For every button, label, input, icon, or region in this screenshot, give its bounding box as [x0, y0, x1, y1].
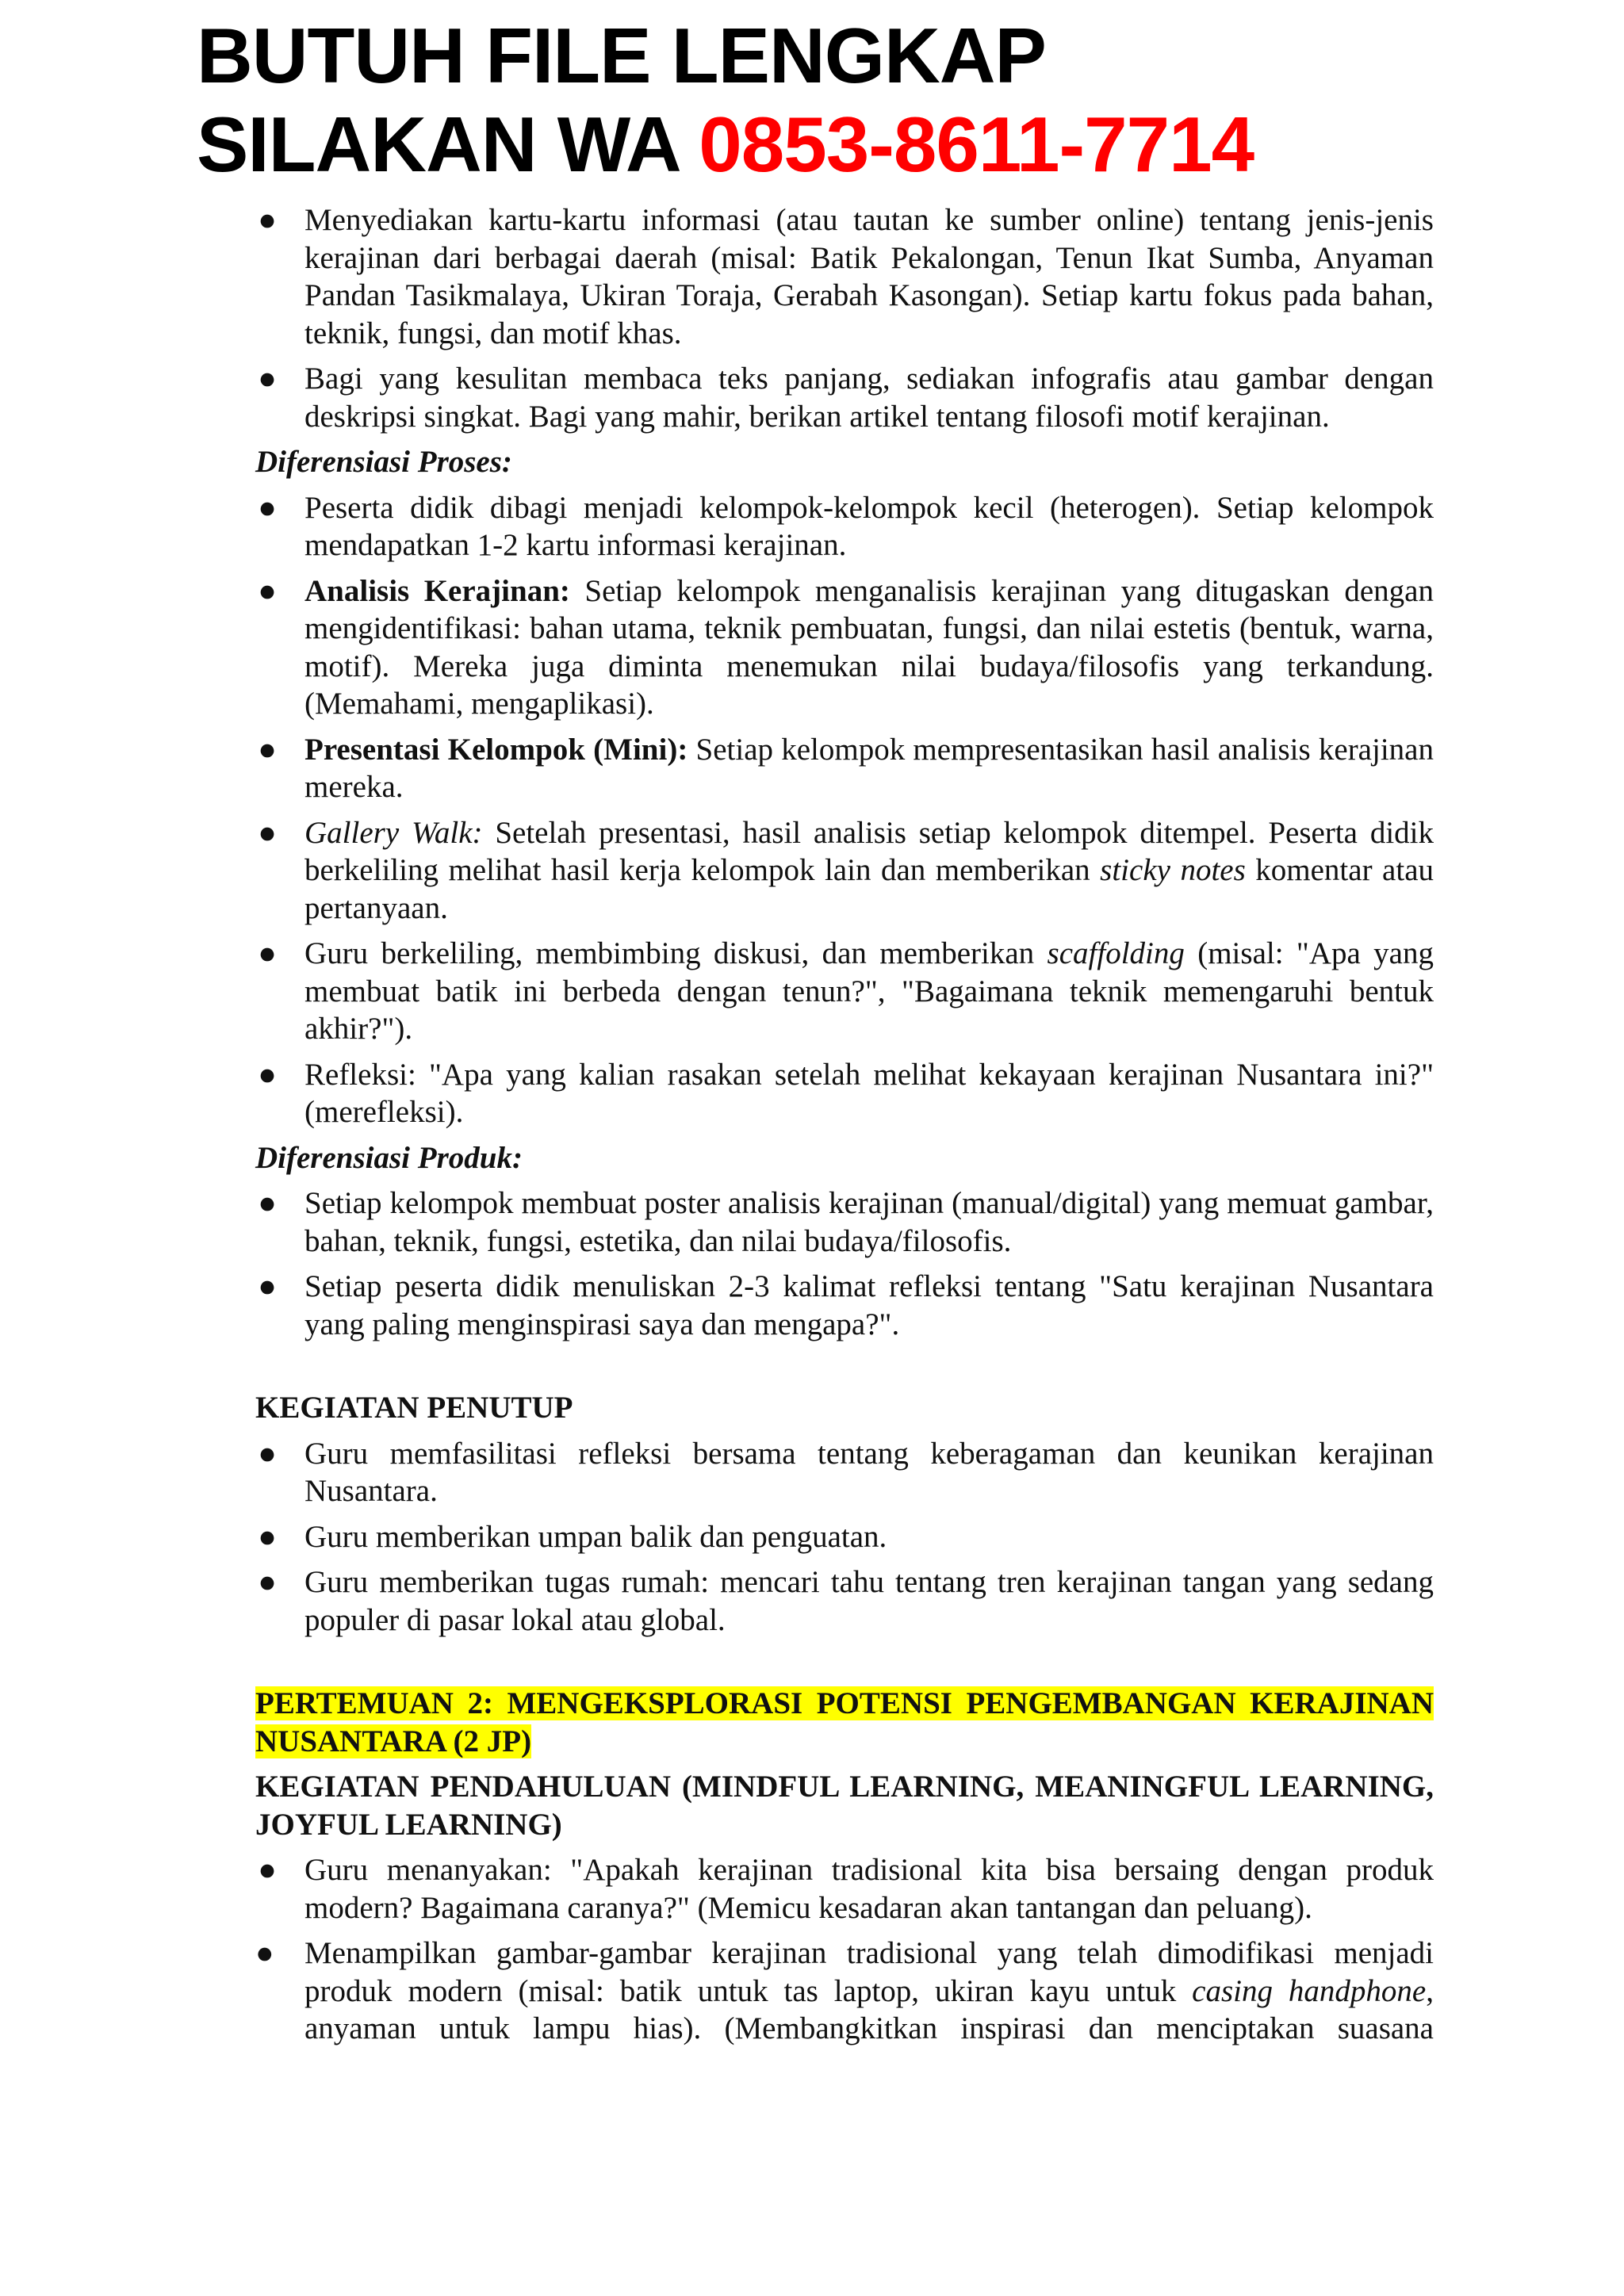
list-item-italic: scaffolding — [1047, 936, 1185, 970]
list-item-italic: sticky notes — [1100, 853, 1246, 887]
list-item-text: Guru memberikan umpan balik dan penguatan. — [304, 1519, 887, 1554]
list-item-text: Bagi yang kesulitan membaca teks panjang, sediakan infografis atau gambar dengan deskripsi singkat. Bagi yang mahir, berikan artikel tentang filosofi motif kerajinan. — [304, 362, 1434, 434]
bullet-icon: ● — [258, 1269, 277, 1303]
list-item-text: (misal: "Apa yang membuat batik ini berbeda dengan tenun?", "Bagaimana teknik memengaruhi bentuk akhir?"). — [304, 936, 1434, 1046]
bullet-icon: ● — [258, 203, 277, 237]
heading-pertemuan-2 — [255, 1685, 1434, 1760]
list-item — [255, 935, 1434, 1048]
bullet-icon: ● — [255, 1936, 274, 1970]
list-item — [255, 1934, 1434, 2048]
banner-phone: 0853-8611-7714 — [699, 101, 1254, 188]
list-item-text: Menyediakan kartu-kartu informasi (atau tautan ke sumber online) tentang jenis-jenis kerajinan dari berbagai daerah (misal: Batik Pekalongan, Tenun Ikat Sumba, Anyaman Pandan Tasikmalaya, Ukiran Toraja, Gerabah Kasongan). Setiap kartu fokus pada bahan, teknik, fungsi, dan motif khas. — [304, 203, 1434, 350]
list-item-text: Setiap kelompok mempresentasikan hasil analisis kerajinan mereka. — [304, 732, 1434, 804]
list-item — [255, 489, 1434, 564]
list-item — [255, 731, 1434, 806]
bullet-icon: ● — [258, 490, 277, 525]
list-item-bold: Presentasi Kelompok (Mini): — [304, 732, 688, 767]
list-item-text: Guru berkeliling, membimbing diskusi, dan memberikan — [304, 936, 1048, 970]
heading-diferensiasi-produk: Diferensiasi Produk: — [255, 1140, 523, 1175]
list-item — [255, 1184, 1434, 1260]
bullet-icon: ● — [258, 1057, 277, 1092]
heading-diferensiasi-proses: Diferensiasi Proses: — [255, 445, 512, 479]
list-item-text: Guru memfasilitasi refleksi bersama tentang keberagaman dan keunikan kerajinan Nusantara. — [304, 1436, 1434, 1508]
heading-kegiatan-pendahuluan: KEGIATAN PENDAHULUAN (MINDFUL LEARNING, MEANINGFUL LEARNING, JOYFUL LEARNING) — [255, 1770, 1434, 1842]
list-item — [255, 1268, 1434, 1343]
document-body — [255, 201, 1434, 2056]
list-item — [255, 572, 1434, 723]
bullet-icon: ● — [258, 1519, 277, 1554]
list-item-italic: Gallery Walk: — [304, 815, 483, 850]
list-item-text: Refleksi: "Apa yang kalian rasakan setelah melihat kekayaan kerajinan Nusantara ini?" (merefleksi). — [304, 1057, 1434, 1129]
list-item-text: Setiap kelompok membuat poster analisis kerajinan (manual/digital) yang memuat gambar, bahan, teknik, fungsi, estetika, dan nilai budaya/filosofis. — [304, 1186, 1434, 1258]
list-item — [255, 1851, 1434, 1927]
list-item — [255, 1563, 1434, 1639]
list-item-text: Setelah presentasi, hasil analisis setiap kelompok ditempel. Peserta didik berkeliling melihat hasil kerja kelompok lain dan memberikan — [304, 815, 1434, 887]
bullet-icon: ● — [258, 1186, 277, 1220]
list-item-text: Setiap kelompok menganalisis kerajinan yang ditugaskan dengan mengidentifikasi: bahan utama, teknik pembuatan, fungsi, dan nilai estetis (bentuk, warna, motif). Mereka juga diminta menemukan nilai budaya/filosofis yang terkandung. (Memahami, mengaplikasi). — [304, 573, 1434, 721]
list-item — [255, 360, 1434, 435]
heading-kegiatan-penutup: KEGIATAN PENUTUP — [255, 1391, 573, 1425]
bullet-icon: ● — [258, 573, 277, 608]
bullet-icon: ● — [258, 732, 277, 767]
bullet-icon: ● — [258, 936, 277, 970]
banner-line-2 — [197, 100, 1254, 189]
bullet-icon: ● — [258, 1436, 277, 1471]
list-item-text: Peserta didik dibagi menjadi kelompok-kelompok kecil (heterogen). Setiap kelompok mendapatkan 1-2 kartu informasi kerajinan. — [304, 490, 1434, 562]
promo-banner — [197, 11, 1254, 189]
list-item — [255, 1435, 1434, 1510]
list-item-text: , anyaman untuk lampu hias). (Membangkitkan inspirasi dan menciptakan suasana — [304, 1973, 1434, 2045]
bullet-icon: ● — [258, 1853, 277, 1887]
list-item-italic: casing handphone — [1192, 1973, 1427, 2008]
list-item-text: Setiap peserta didik menuliskan 2-3 kalimat refleksi tentang "Satu kerajinan Nusantara yang paling menginspirasi saya dan mengapa?". — [304, 1269, 1434, 1341]
list-item — [255, 1056, 1434, 1131]
list-item — [255, 201, 1434, 352]
list-item-text: komentar atau pertanyaan. — [304, 853, 1434, 925]
list-item-text: Guru memberikan tugas rumah: mencari tahu tentang tren kerajinan tangan yang sedang populer di pasar lokal atau global. — [304, 1565, 1434, 1637]
list-item-bold: Analisis Kerajinan: — [304, 573, 570, 608]
spacer — [255, 1647, 1434, 1685]
list-item — [255, 1518, 1434, 1556]
bullet-icon: ● — [258, 1565, 277, 1599]
list-item-text: Guru menanyakan: "Apakah kerajinan tradisional kita bisa bersaing dengan produk modern? Bagaimana caranya?" (Memicu kesadaran akan tantangan dan peluang). — [304, 1853, 1434, 1925]
banner-line-1: BUTUH FILE LENGKAP — [197, 12, 1046, 99]
spacer — [255, 1351, 1434, 1389]
list-item — [255, 814, 1434, 928]
bullet-icon: ● — [258, 362, 277, 396]
bullet-icon: ● — [258, 815, 277, 850]
list-item-text: Menampilkan gambar-gambar kerajinan tradisional yang telah dimodifikasi menjadi produk modern (misal: batik untuk tas laptop, ukiran kayu untuk — [304, 1936, 1434, 2008]
banner-prefix: SILAKAN WA — [197, 101, 699, 188]
highlighted-heading: PERTEMUAN 2: MENGEKSPLORASI POTENSI PENGEMBANGAN KERAJINAN NUSANTARA (2 JP) — [255, 1686, 1434, 1758]
